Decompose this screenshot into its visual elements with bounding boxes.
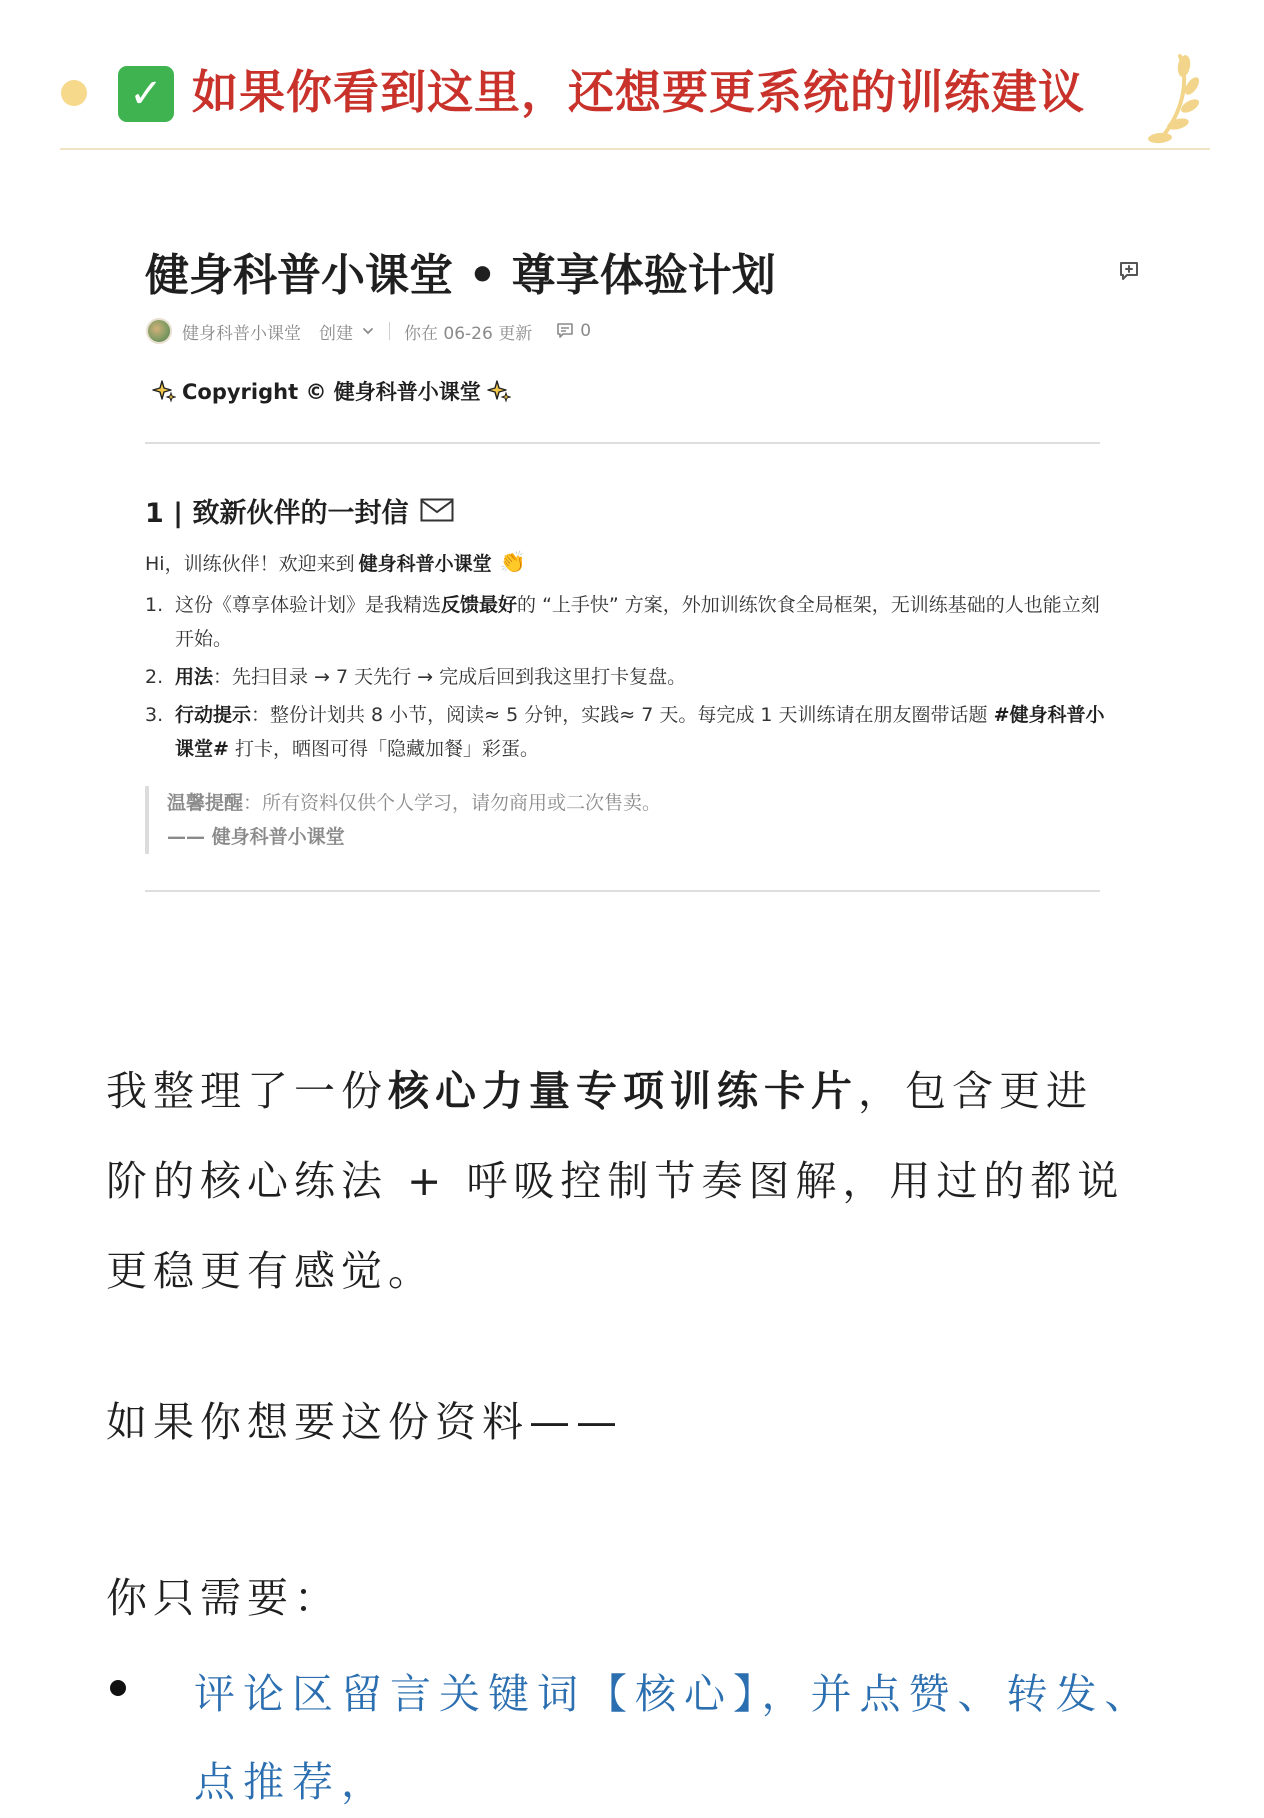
- banner-divider: [60, 148, 1210, 150]
- banner-title: 如果你看到这里，还想要更系统的训练建议: [192, 65, 1085, 119]
- article-text: 我整理了一份: [106, 1067, 388, 1115]
- sparkle-icon: [152, 379, 176, 403]
- envelope-icon: [420, 498, 454, 522]
- comment-icon[interactable]: [556, 322, 574, 340]
- list-number: 2.: [145, 666, 164, 688]
- article-line: 阶的核心练法 + 呼吸控制节奏图解，用过的都说: [106, 1157, 1125, 1205]
- list-text: ：先扫目录 → 7 天先行 → 完成后回到我这里打卡复盘。: [213, 666, 687, 688]
- list-bold: 用法: [175, 666, 214, 688]
- doc-divider: [145, 890, 1100, 892]
- article-paragraph: 如果你想要这份资料——: [106, 1398, 623, 1446]
- greeting-brand: 健身科普小课堂: [358, 552, 492, 575]
- article-paragraph: 你只需要：: [106, 1574, 341, 1622]
- quote-signature-text: —— 健身科普小课堂: [167, 826, 345, 848]
- list-item: [145, 660, 1105, 694]
- meta-updated: 你在 06-26 更新: [404, 323, 533, 344]
- sparkle-icon: [487, 379, 511, 403]
- section-heading: [145, 490, 454, 530]
- list-number: 1.: [145, 594, 164, 616]
- laurel-icon: [1140, 48, 1200, 148]
- section-heading-text: 1 | 致新伙伴的一封信: [145, 497, 409, 529]
- article-line: 更稳更有感觉。: [106, 1247, 435, 1295]
- list-bold: 反馈最好: [441, 594, 518, 616]
- list-text: 的 “上手快” 方案，外加训练饮食全局框架，无训练基础的人也能立刻开始。: [175, 594, 1100, 650]
- call-to-action-text[interactable]: 评论区留言关键词【核心】，并点赞、转发、点推荐，: [194, 1670, 1154, 1806]
- chevron-down-icon[interactable]: [361, 324, 375, 338]
- doc-divider: [145, 442, 1100, 444]
- ordered-list: [145, 588, 1105, 770]
- meta-author[interactable]: 健身科普小课堂: [182, 323, 301, 344]
- quote-block: [145, 786, 745, 854]
- meta-created: 创建: [319, 323, 353, 344]
- avatar[interactable]: [146, 318, 172, 344]
- add-comment-icon[interactable]: [1118, 260, 1140, 282]
- list-text: 打卡，晒图可得「隐藏加餐」彩蛋。: [228, 738, 539, 760]
- list-bold: 行动提示: [175, 704, 252, 726]
- quote-line: [167, 786, 745, 820]
- quote-text: ：所有资料仅供个人学习，请勿商用或二次售卖。: [243, 792, 662, 814]
- copyright-text: Copyright © 健身科普小课堂: [182, 380, 481, 404]
- banner-dot-icon: [61, 80, 87, 106]
- clap-icon: 👏: [499, 549, 526, 574]
- check-icon: ✓: [118, 66, 174, 122]
- article-text: ，包含更进: [858, 1067, 1093, 1115]
- doc-title: 健身科普小课堂 • 尊享体验计划: [145, 250, 776, 301]
- list-item: [145, 588, 1105, 656]
- list-text: ：整份计划共 8 小节，阅读≈ 5 分钟，实践≈ 7 天。每完成 1 天训练请在朋友圈带话题: [251, 704, 994, 726]
- meta-separator: [389, 322, 390, 340]
- hashtag[interactable]: #健身科普小课堂#: [175, 704, 1105, 760]
- list-item: [145, 698, 1105, 766]
- article-line: [106, 1046, 1166, 1136]
- quote-label: 温馨提醒: [167, 792, 244, 814]
- quote-signature: [167, 820, 745, 854]
- list-text: 这份《尊享体验计划》是我精选: [175, 594, 442, 616]
- article-bold: 核心力量专项训练卡片: [388, 1067, 858, 1115]
- doc-meta: [146, 316, 591, 346]
- greeting-prefix: Hi，训练伙伴！欢迎来到: [145, 552, 355, 575]
- article-paragraph: [106, 1046, 1166, 1316]
- banner: [0, 0, 1264, 152]
- list-number: 3.: [145, 704, 164, 726]
- copyright-line: [146, 374, 517, 408]
- greeting: [145, 546, 526, 578]
- comment-count: 0: [580, 321, 592, 341]
- bullet-icon: [110, 1680, 126, 1696]
